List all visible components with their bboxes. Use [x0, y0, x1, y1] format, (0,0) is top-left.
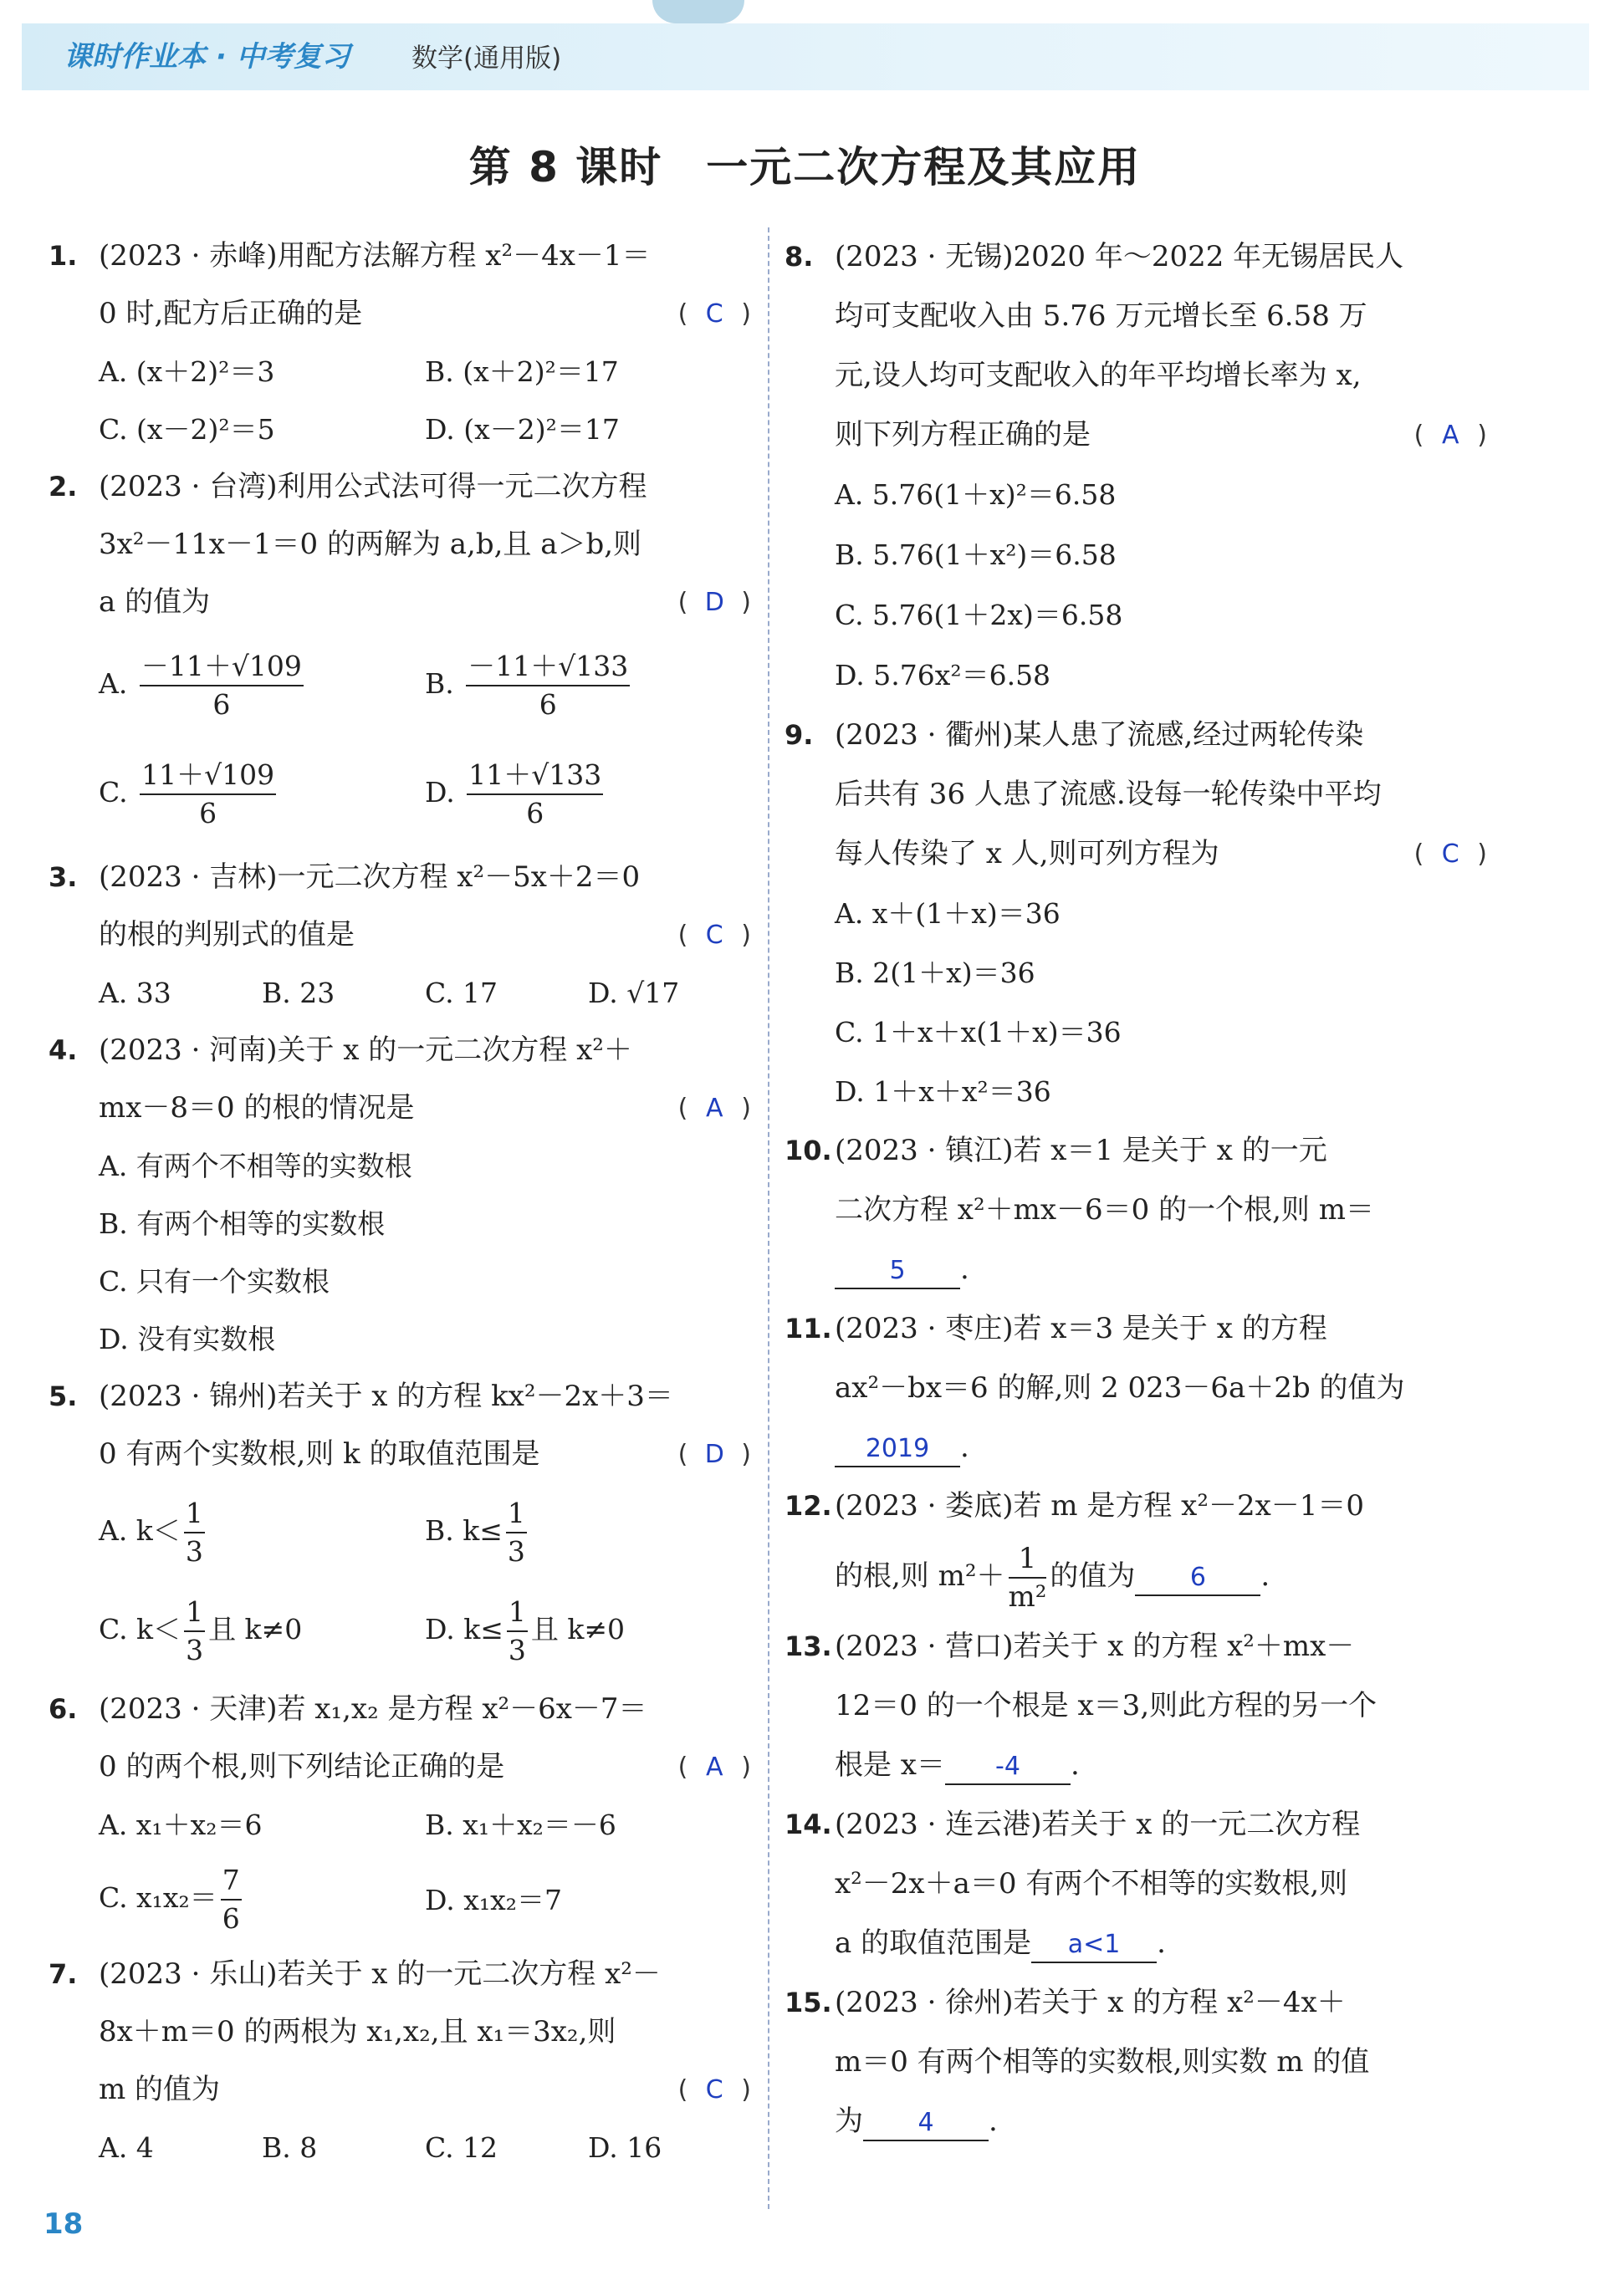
question-number: 11. — [785, 1313, 832, 1344]
question-number: 6. — [49, 1693, 78, 1725]
top-decoration — [652, 0, 744, 23]
option-a: A. 5.76(1＋x)²＝6.58 — [835, 478, 1117, 511]
question-number: 9. — [785, 719, 814, 751]
answer-blank: 5 — [835, 1254, 960, 1289]
option-a: A. (x＋2)²＝3 — [99, 355, 275, 388]
answer: C — [705, 299, 723, 329]
answer-blank: -4 — [945, 1750, 1071, 1785]
question-text: 3x²－11x－1＝0 的两解为 a,b,且 a＞b,则 — [99, 528, 642, 561]
option-d: D. $\frac{11+√133}{6}$ — [425, 758, 602, 829]
question-text: (2023 · 镇江)若 x＝1 是关于 x 的一元 — [835, 1134, 1327, 1167]
question-15: 15. (2023 · 徐州)若关于 x 的方程 x²－4x＋ m＝0 有两个相等的实数根,则实数 m 的值 为 4 . — [785, 1973, 1487, 2151]
options — [99, 964, 751, 1022]
option-b: B. k≤ $\frac{1}{3}$ — [425, 1497, 525, 1568]
subject-label: 数学(通用版) — [411, 43, 562, 74]
question-text: 元,设人均可支配收入的年平均增长率为 x, — [835, 359, 1362, 392]
answer: D — [704, 1440, 724, 1469]
question-text: (2023 · 营口)若关于 x 的方程 x²＋mx－ — [835, 1630, 1355, 1663]
question-text: 每人传染了 x 人,则可列方程为 ( C ) — [835, 824, 1487, 884]
question-text: (2023 · 台湾)利用公式法可得一元二次方程 — [99, 470, 647, 503]
answer-bracket: ( C ) — [678, 906, 751, 964]
question-5 — [49, 1368, 751, 1681]
question-text: (2023 · 河南)关于 x 的一元二次方程 x²＋ — [99, 1033, 632, 1067]
question-number: 5. — [49, 1380, 78, 1412]
question-text: 8x＋m＝0 的两根为 x₁,x₂,且 x₁＝3x₂,则 — [99, 2015, 616, 2049]
answer-bracket: ( C ) — [1414, 824, 1487, 884]
answer: A — [1442, 421, 1459, 450]
question-text: 12＝0 的一个根是 x＝3,则此方程的另一个 — [835, 1689, 1377, 1722]
series-title: 课时作业本 · 中考复习 — [64, 40, 350, 74]
options — [99, 1137, 751, 1368]
question-text: (2023 · 锦州)若关于 x 的方程 kx²－2x＋3＝ — [99, 1380, 673, 1413]
option-c: C. 17 — [425, 977, 498, 1009]
question-6 — [49, 1681, 751, 1946]
option-b: B. 8 — [262, 2131, 318, 2164]
answer: C — [705, 2075, 723, 2105]
options — [99, 1483, 751, 1681]
question-1 — [49, 227, 751, 458]
answer-bracket: ( C ) — [678, 2061, 751, 2119]
question-text: ax²－bx＝6 的解,则 2 023－6a＋2b 的值为 — [835, 1371, 1405, 1405]
question-text: (2023 · 衢州)某人患了流感,经过两轮传染 — [835, 718, 1364, 752]
option-a: A. k＜ $\frac{1}{3}$ — [99, 1497, 203, 1568]
question-text: (2023 · 徐州)若关于 x 的方程 x²－4x＋ — [835, 1986, 1346, 2019]
option-a: A. x₁＋x₂＝6 — [99, 1809, 263, 1841]
answer: A — [706, 1094, 723, 1123]
option-b: B. 2(1＋x)＝36 — [835, 957, 1035, 989]
question-4 — [49, 1022, 751, 1368]
answer-bracket: ( A ) — [678, 1079, 751, 1137]
page-title: 第 8 课时 一元二次方程及其应用 — [468, 143, 1142, 191]
option-a: A. x＋(1＋x)＝36 — [835, 897, 1061, 930]
question-number: 14. — [785, 1809, 832, 1840]
option-d: D. k≤ $\frac{1}{3}$ 且 k≠0 — [425, 1595, 626, 1666]
column-divider — [768, 227, 769, 2209]
question-text: 0 的两个根,则下列结论正确的是 ( A ) — [99, 1738, 751, 1796]
question-10: 10. (2023 · 镇江)若 x＝1 是关于 x 的一元 二次方程 x²＋mx－6＝0 的一个根,则 m＝ 5 . — [785, 1121, 1487, 1299]
option-d: D. 1＋x＋x²＝36 — [835, 1075, 1051, 1108]
question-number: 10. — [785, 1135, 832, 1166]
option-b: B. 5.76(1＋x²)＝6.58 — [835, 538, 1117, 571]
answer: A — [706, 1753, 723, 1782]
option-b: B. x₁＋x₂＝－6 — [425, 1809, 616, 1841]
question-text: m＝0 有两个相等的实数根,则实数 m 的值 — [835, 2045, 1370, 2079]
question-text: 0 有两个实数根,则 k 的取值范围是 ( D ) — [99, 1426, 751, 1483]
option-a: A. $\frac{-11+√109}{6}$ — [99, 650, 302, 721]
question-text: 的根,则 m²＋ $\frac{1}{\text{m²}}$ 的值为 6 . — [835, 1542, 1270, 1614]
page-number: 18 — [43, 2207, 84, 2241]
question-number: 3. — [49, 861, 78, 893]
question-number: 12. — [785, 1490, 832, 1522]
right-column — [785, 227, 1487, 2151]
answer-blank: 2019 — [835, 1432, 960, 1467]
answer-blank: a<1 — [1031, 1928, 1157, 1963]
question-text: (2023 · 乐山)若关于 x 的一元二次方程 x²－ — [99, 1957, 661, 1991]
answer-blank: 4 — [863, 2106, 989, 2141]
answer-bracket: ( A ) — [1414, 406, 1487, 465]
left-column — [49, 227, 751, 2176]
option-b: B. (x＋2)²＝17 — [425, 355, 619, 388]
option-c: C. (x－2)²＝5 — [99, 413, 275, 446]
question-text: (2023 · 吉林)一元二次方程 x²－5x＋2＝0 — [99, 860, 641, 894]
option-a: A. 33 — [99, 977, 171, 1009]
option-c: C. k＜ $\frac{1}{3}$ 且 k≠0 — [99, 1595, 303, 1666]
question-number: 2. — [49, 471, 78, 503]
option-b: B. $\frac{-11+√133}{6}$ — [425, 650, 629, 721]
page-header — [22, 23, 1589, 90]
question-7 — [49, 1946, 751, 2176]
answer-bracket: ( C ) — [678, 285, 751, 343]
question-3 — [49, 849, 751, 1022]
question-text: a 的值为 ( D ) — [99, 574, 751, 631]
question-text: 0 时,配方后正确的是 ( C ) — [99, 285, 751, 343]
question-number: 15. — [785, 1987, 832, 2018]
option-d: D. 5.76x²＝6.58 — [835, 659, 1051, 691]
option-d: D. 16 — [588, 2131, 662, 2164]
question-13: 13. (2023 · 营口)若关于 x 的方程 x²＋mx－ 12＝0 的一个根是 x＝3,则此方程的另一个 根是 x＝ -4 . — [785, 1617, 1487, 1795]
question-text: 的根的判别式的值是 ( C ) — [99, 906, 751, 964]
question-2 — [49, 458, 751, 849]
option-c: C. x₁x₂＝ $\frac{7}{6}$ — [99, 1864, 240, 1935]
question-14: 14. (2023 · 连云港)若关于 x 的一元二次方程 x²－2x＋a＝0 有两个不相等的实数根,则 a 的取值范围是 a<1 . — [785, 1795, 1487, 1973]
question-text: (2023 · 无锡)2020 年～2022 年无锡居民人 — [835, 240, 1404, 273]
question-text: (2023 · 娄底)若 m 是方程 x²－2x－1＝0 — [835, 1489, 1365, 1523]
answer-bracket: ( D ) — [678, 574, 751, 631]
option-c: C. 5.76(1＋2x)＝6.58 — [835, 599, 1123, 631]
question-text: m 的值为 ( C ) — [99, 2061, 751, 2119]
question-number: 7. — [49, 1958, 78, 1990]
option-a: A. 有两个不相等的实数根 — [99, 1150, 412, 1182]
question-text: x²－2x＋a＝0 有两个不相等的实数根,则 — [835, 1867, 1348, 1901]
option-d: D. (x－2)²＝17 — [425, 413, 620, 446]
question-text: 均可支配收入由 5.76 万元增长至 6.58 万 — [835, 299, 1367, 333]
answer: C — [705, 921, 723, 950]
option-c: C. 只有一个实数根 — [99, 1265, 330, 1298]
question-text: (2023 · 赤峰)用配方法解方程 x²－4x－1＝ — [99, 239, 651, 273]
question-text: mx－8＝0 的根的情况是 ( A ) — [99, 1079, 751, 1137]
option-c: C. $\frac{11+√109}{6}$ — [99, 758, 275, 829]
question-text: (2023 · 枣庄)若 x＝3 是关于 x 的方程 — [835, 1312, 1327, 1345]
answer-blank: 6 — [1135, 1561, 1260, 1596]
question-text: 后共有 36 人患了流感.设每一轮传染中平均 — [835, 778, 1382, 811]
options — [99, 631, 751, 849]
option-b: B. 有两个相等的实数根 — [99, 1207, 386, 1240]
options — [99, 1796, 751, 1946]
answer: C — [1441, 839, 1459, 869]
options — [99, 2119, 751, 2176]
option-d: D. x₁x₂＝7 — [425, 1883, 562, 1916]
question-number: 1. — [49, 240, 78, 272]
answer: D — [704, 588, 724, 617]
options — [99, 343, 751, 458]
question-text: (2023 · 天津)若 x₁,x₂ 是方程 x²－6x－7＝ — [99, 1692, 647, 1726]
option-d: D. √17 — [588, 977, 680, 1009]
options — [835, 884, 1487, 1121]
question-number: 4. — [49, 1034, 78, 1066]
question-12 — [785, 1477, 1487, 1617]
option-c: C. 12 — [425, 2131, 498, 2164]
question-number: 8. — [785, 241, 814, 273]
option-b: B. 23 — [262, 977, 335, 1009]
question-number: 13. — [785, 1630, 832, 1662]
question-text: 二次方程 x²＋mx－6＝0 的一个根,则 m＝ — [835, 1193, 1374, 1227]
question-8 — [785, 227, 1487, 706]
option-c: C. 1＋x＋x(1＋x)＝36 — [835, 1016, 1122, 1049]
question-text: (2023 · 连云港)若关于 x 的一元二次方程 — [835, 1808, 1361, 1841]
question-9 — [785, 706, 1487, 1121]
option-a: A. 4 — [99, 2131, 154, 2164]
answer-bracket: ( A ) — [678, 1738, 751, 1796]
question-11: 11. (2023 · 枣庄)若 x＝3 是关于 x 的方程 ax²－bx＝6 的解,则 2 023－6a＋2b 的值为 2019 . — [785, 1299, 1487, 1477]
answer-bracket: ( D ) — [678, 1426, 751, 1483]
option-d: D. 没有实数根 — [99, 1323, 276, 1355]
options — [835, 465, 1487, 706]
question-text: 则下列方程正确的是 ( A ) — [835, 406, 1487, 465]
